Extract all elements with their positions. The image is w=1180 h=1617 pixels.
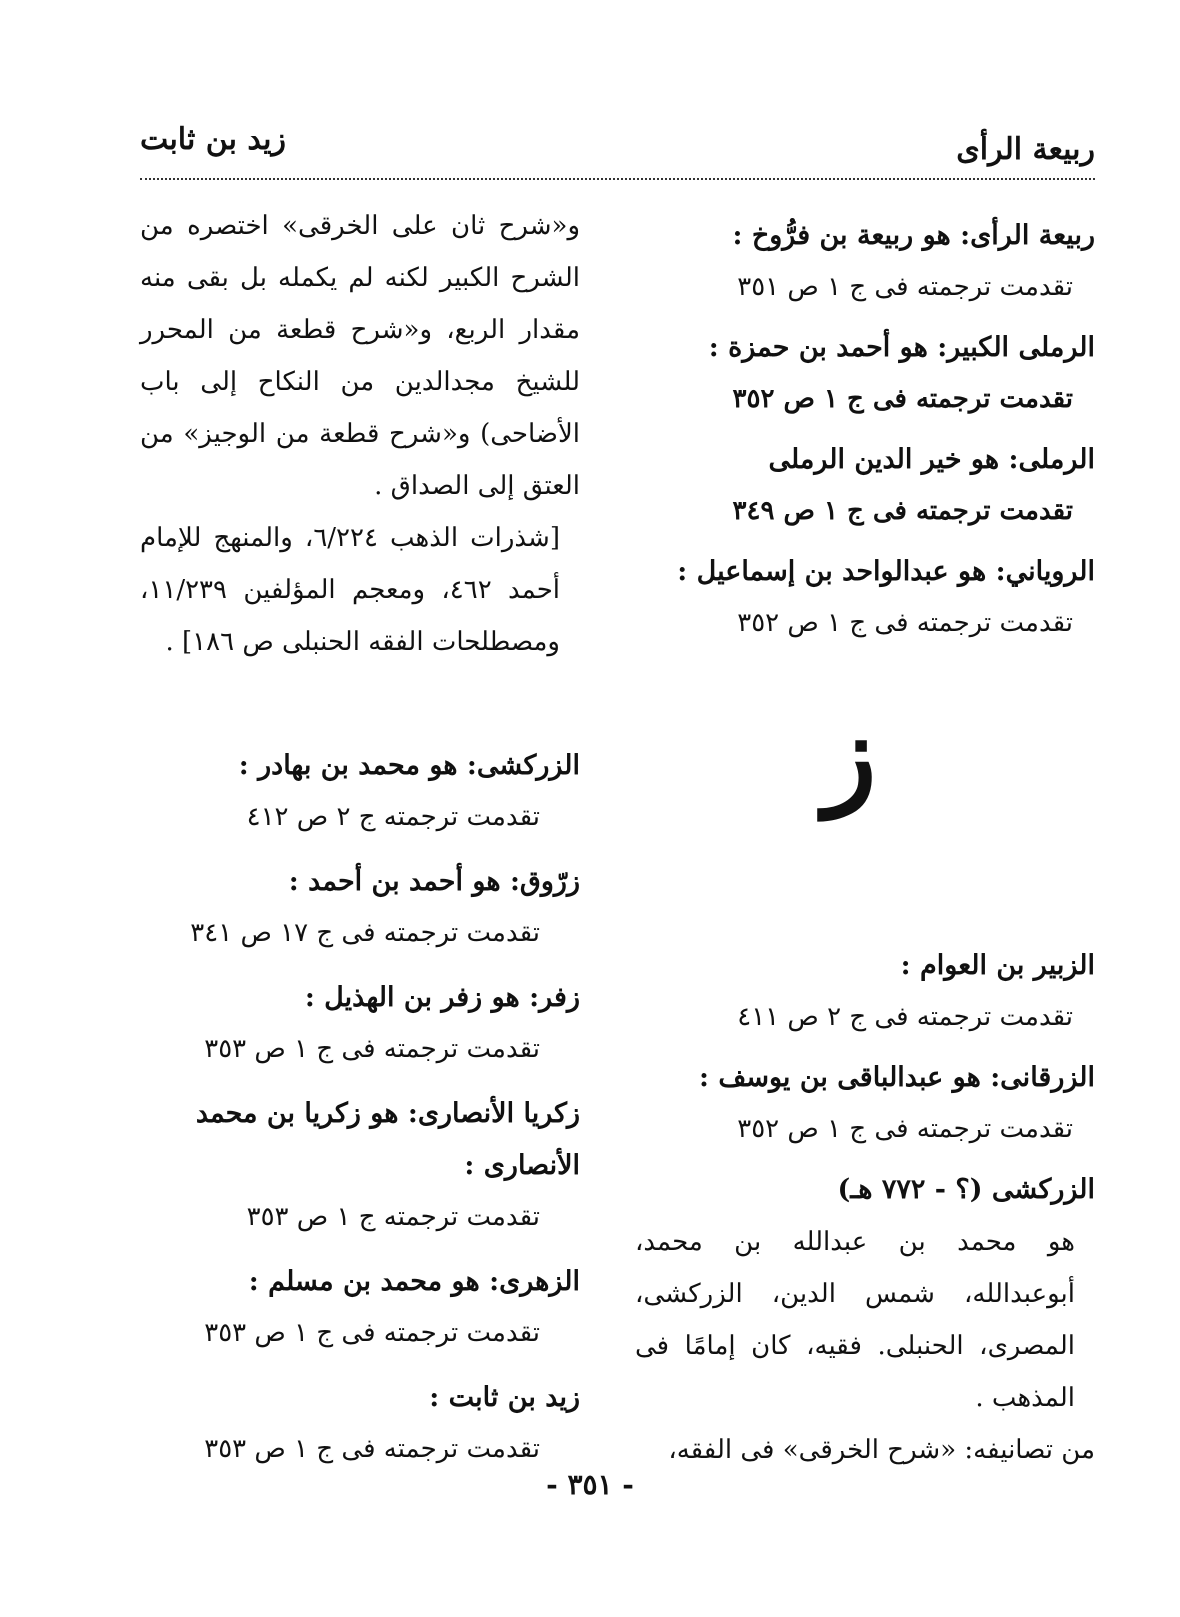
entry-reference: تقدمت ترجمته فى ج ١٧ ص ٣٤١ (190, 918, 540, 948)
entry (640, 434, 1095, 536)
entry (140, 856, 580, 958)
entry-term: زكريا الأنصارى: هو زكريا بن محمد الأنصارى : (195, 1098, 580, 1181)
entry-reference: تقدمت ترجمته فى ج ١ ص ٣٥٢ (737, 1114, 1073, 1144)
entry (635, 1052, 1095, 1154)
entry-term: الزبير بن العوام : (900, 950, 1095, 981)
entry-reference: تقدمت ترجمته فى ج ١ ص ٣٥٣ (204, 1434, 540, 1464)
section-letter: ز (823, 690, 877, 819)
entry (640, 546, 1095, 648)
entry (140, 1256, 580, 1358)
page-number: - ٣٥١ - (546, 1468, 634, 1501)
entry (140, 972, 580, 1074)
entry-reference: تقدمت ترجمته فى ج ١ ص ٣٥٣ (204, 1034, 540, 1064)
left-column-lower (140, 740, 580, 1488)
entry-term: زرّوق: هو أحمد بن أحمد : (288, 866, 580, 897)
entry-term: ربيعة الرأى: هو ربيعة بن فرُّوخ : (732, 220, 1095, 251)
entry-reference: تقدمت ترجمته فى ج ١ ص ٣٥٢ (732, 384, 1073, 414)
entry-term: الروياني: هو عبدالواحد بن إسماعيل : (677, 556, 1095, 587)
right-column-top (640, 210, 1095, 658)
entry-term: زيد بن ثابت : (429, 1382, 580, 1413)
entry-term: الزهرى: هو محمد بن مسلم : (248, 1266, 580, 1297)
continuation-text: و«شرح ثان على الخرقى» اختصره من الشرح الكبير لكنه لم يكمله بل بقى منه مقدار الربع، و«شرح قطعة من المحرر للشيخ مجدالدين من النكاح إلى باب الأضاحى) و«شرح قطعة من الوجيز» من العتق إلى الصداق . (140, 211, 580, 501)
entry (640, 322, 1095, 424)
entry (140, 1372, 580, 1474)
header-right-title: ربيعة الرأى (956, 132, 1095, 167)
entry-reference: تقدمت ترجمته فى ج ٢ ص ٤١١ (737, 1002, 1073, 1032)
works-text: من تصانيفه: «شرح الخرقى» فى الفقه، (668, 1435, 1095, 1465)
header-left-title: زيد بن ثابت (140, 122, 286, 157)
entry-reference: تقدمت ترجمته فى ج ١ ص ٣٥٣ (204, 1318, 540, 1348)
biography-text: هو محمد بن عبدالله بن محمد، أبوعبدالله، شمس الدين، الزركشى، المصرى، الحنبلى. فقيه، كان إمامًا فى المذهب . (635, 1227, 1075, 1413)
left-column-top (140, 200, 580, 668)
sources-text: [شذرات الذهب ٦/٢٢٤، والمنهج للإمام أحمد ٤٦٢، ومعجم المؤلفين ١١/٢٣٩، ومصطلحات الفقه الحنبلى ص ١٨٦] . (140, 523, 560, 657)
right-column-lower (635, 940, 1095, 1486)
running-header (140, 118, 1095, 180)
entry (635, 940, 1095, 1042)
entry (640, 210, 1095, 312)
entry (140, 740, 580, 842)
entry (140, 1088, 580, 1242)
entry-reference: تقدمت ترجمته ج ٢ ص ٤١٢ (246, 802, 540, 832)
entry-term: الرملى الكبير: هو أحمد بن حمزة : (708, 332, 1095, 363)
entry-reference: تقدمت ترجمته فى ج ١ ص ٣٥١ (737, 272, 1073, 302)
entry-term: زفر: هو زفر بن الهذيل : (304, 982, 580, 1013)
entry-term: الرملى: هو خير الدين الرملى (768, 444, 1095, 475)
entry-reference: تقدمت ترجمته ج ١ ص ٣٥٣ (246, 1202, 540, 1232)
entry-term: الزركشى (؟ - ٧٧٢ هـ) (837, 1174, 1095, 1205)
entry-reference: تقدمت ترجمته فى ج ١ ص ٣٤٩ (732, 496, 1073, 526)
entry-term: الزرقانى: هو عبدالباقى بن يوسف : (699, 1062, 1095, 1093)
biography-entry (635, 1164, 1095, 1476)
entry-term: الزركشى: هو محمد بن بهادر : (238, 750, 580, 781)
entry-reference: تقدمت ترجمته فى ج ١ ص ٣٥٢ (737, 608, 1073, 638)
